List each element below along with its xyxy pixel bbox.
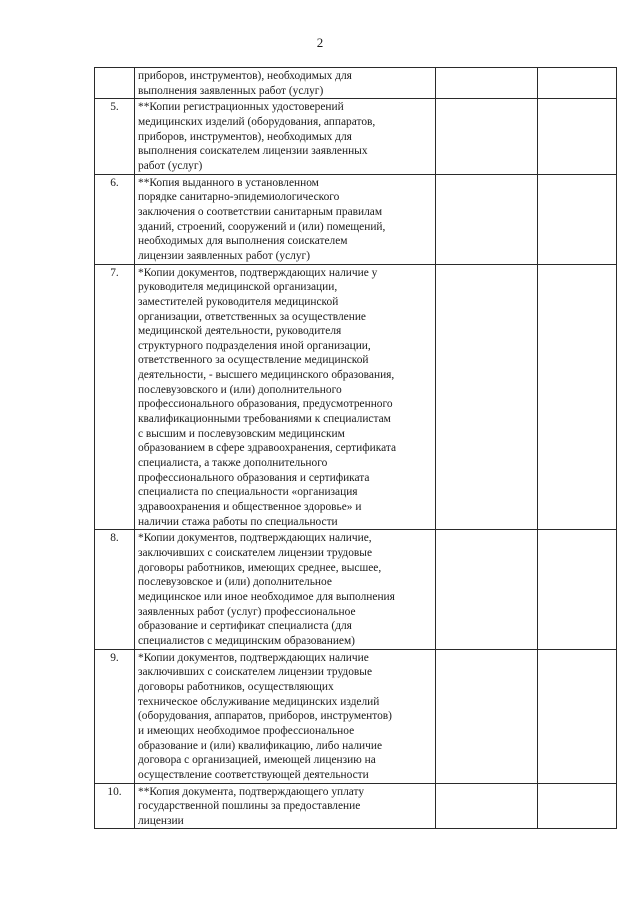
document-name-line: работ (услуг) <box>138 159 203 172</box>
document-name-cell <box>135 264 436 530</box>
document-name-line: заявленных работ (услуг) профессиональное <box>138 605 356 618</box>
document-name-line: договоры работников, осуществляющих <box>138 680 334 693</box>
row-number: 8. <box>110 532 119 545</box>
row-number-cell <box>95 264 135 530</box>
empty-cell-column-3 <box>436 68 538 99</box>
document-name-line: руководителя медицинской организации, <box>138 281 338 294</box>
document-name-line: образование и (или) квалификацию, либо наличие <box>138 739 383 752</box>
document-name-line: заключивших с соискателем лицензии трудовые <box>138 547 373 559</box>
empty-cell-column-4 <box>538 649 617 783</box>
document-name-line: приборов, инструментов), необходимых для <box>138 130 352 143</box>
document-name-line: образование и сертификат специалиста (для <box>138 620 352 633</box>
row-number: 7. <box>110 266 119 279</box>
document-name-line: медицинское или иное необходимое для выполнения <box>138 590 395 603</box>
document-name-line: заключения о соответствии санитарным правилам <box>138 205 383 218</box>
document-name-line: профессионального образования, предусмотренного <box>138 398 393 411</box>
document-name-line: ответственного за осуществление медицинской <box>138 354 369 367</box>
row-number-cell <box>95 530 135 649</box>
table-row <box>95 174 617 264</box>
document-name-line: выполнения соискателем лицензии заявленных <box>138 145 368 158</box>
document-name-line: приборов, инструментов), необходимых для <box>138 70 352 82</box>
empty-cell-column-3 <box>436 99 538 174</box>
document-name-line: специалистов с медицинским образованием) <box>138 634 355 647</box>
document-name-cell <box>135 649 436 783</box>
document-name-line: *Копии документов, подтверждающих наличие, <box>138 532 372 545</box>
document-name-line: *Копии документов, подтверждающих наличие <box>138 651 369 664</box>
document-name-line: послевузовское и (или) дополнительное <box>138 576 332 589</box>
document-name-line: техническое обслуживание медицинских изделий <box>138 695 380 708</box>
row-number: 5. <box>110 101 119 114</box>
document-name-line: выполнения заявленных работ (услуг) <box>138 84 324 97</box>
document-name-line: лицензии заявленных работ (услуг) <box>138 249 311 262</box>
document-name-line: образованием в сфере здравоохранения, сертификата <box>138 442 397 455</box>
document-name-line: *Копии документов, подтверждающих наличие у <box>138 266 378 279</box>
document-name-line: специалиста, а также дополнительного <box>138 457 328 470</box>
table-body <box>95 68 617 829</box>
empty-cell-column-3 <box>436 530 538 649</box>
document-name-line: профессионального образования и сертификата <box>138 471 370 484</box>
document-name-line: и имеющих необходимое профессиональное <box>138 724 355 737</box>
document-name-line: заместителей руководителя медицинской <box>138 295 339 308</box>
empty-cell-column-4 <box>538 264 617 530</box>
document-name-cell <box>135 530 436 649</box>
table-row <box>95 649 617 783</box>
document-name-line: заключивших с соискателем лицензии трудовые <box>138 666 373 679</box>
document-name-line: медицинских изделий (оборудования, аппаратов, <box>138 115 376 128</box>
document-name-line: медицинской деятельности, руководителя <box>138 325 342 338</box>
document-name-line: **Копия документа, подтверждающего уплату <box>138 785 365 798</box>
empty-cell-column-3 <box>436 783 538 829</box>
document-name-line: необходимых для выполнения соискателем <box>138 235 348 248</box>
empty-cell-column-3 <box>436 174 538 264</box>
document-name-line: осуществление соответствующей деятельности <box>138 768 369 781</box>
empty-cell-column-4 <box>538 530 617 649</box>
document-name-line: структурного подразделения иной организации, <box>138 339 371 352</box>
document-name-line: наличии стажа работы по специальности <box>138 515 338 528</box>
empty-cell-column-4 <box>538 68 617 99</box>
empty-cell-column-4 <box>538 783 617 829</box>
empty-cell-column-3 <box>436 649 538 783</box>
document-name-cell <box>135 783 436 829</box>
document-name-line: специалиста по специальности «организация <box>138 486 358 499</box>
document-name-line: договоры работников, имеющих среднее, высшее, <box>138 561 382 574</box>
row-number: 9. <box>110 651 119 664</box>
table-row <box>95 68 617 99</box>
document-name-line: государственной пошлины за предоставление <box>138 800 361 813</box>
document-table <box>94 67 617 829</box>
document-name-cell <box>135 99 436 174</box>
page-number: 2 <box>316 35 324 50</box>
row-number-cell <box>95 68 135 99</box>
table-row <box>95 99 617 174</box>
table-row <box>95 530 617 649</box>
row-number: 6. <box>110 176 119 189</box>
document-name-line: послевузовского и (или) дополнительного <box>138 383 342 396</box>
empty-cell-column-3 <box>436 264 538 530</box>
document-name-line: деятельности, - высшего медицинского образования, <box>138 369 395 382</box>
document-name-line: (оборудования, аппаратов, приборов, инструментов) <box>138 710 392 723</box>
row-number-cell <box>95 783 135 829</box>
row-number: 10. <box>107 785 122 798</box>
row-number-cell <box>95 649 135 783</box>
document-name-line: с высшим и послевузовским медицинским <box>138 427 345 440</box>
table-row <box>95 783 617 829</box>
document-name-line: лицензии <box>138 814 184 827</box>
document-name-line: зданий, строений, сооружений и (или) помещений, <box>138 220 386 233</box>
row-number-cell <box>95 174 135 264</box>
document-name-line: квалификационными требованиями к специалистам <box>138 413 391 426</box>
empty-cell-column-4 <box>538 174 617 264</box>
document-name-line: порядке санитарно-эпидемиологического <box>138 191 340 204</box>
document-name-line: **Копии регистрационных удостоверений <box>138 101 344 114</box>
table-row <box>95 264 617 530</box>
row-number-cell <box>95 99 135 174</box>
document-name-cell <box>135 174 436 264</box>
empty-cell-column-4 <box>538 99 617 174</box>
document-name-cell <box>135 68 436 99</box>
document-name-line: здравоохранения и общественное здоровье» и <box>138 501 362 514</box>
document-name-line: договора с организацией, имеющей лицензию на <box>138 754 376 767</box>
document-name-line: организации, ответственных за осуществление <box>138 310 366 323</box>
document-name-line: **Копия выданного в установленном <box>138 176 319 189</box>
